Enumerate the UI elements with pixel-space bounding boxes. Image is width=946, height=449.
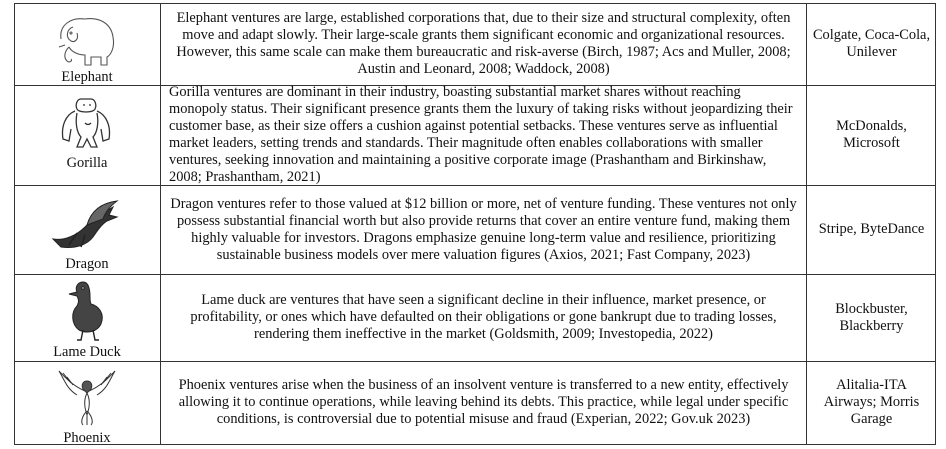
animal-cell [14,3,160,85]
description-text: Phoenix ventures arise when the business of an insolvent venture is transferred to a new entity, effectively allowing it to continue operations, while leaving behind its debts. This practice, while legal under specific conditions, is controversial due to potential misuse and fraud (Experian, 2022; Gov.uk 2023) [178,377,789,427]
phoenix-icon [47,367,127,427]
description-text: Lame duck are ventures that have seen a significant decline in their influence, market presence, or profitability, or ones which have defaulted on their obligations or gone bankrupt due to trading losses, rendering them ineffective in the market (Goldsmith, 2009; Investopedia, 2022) [190,292,777,342]
description-cell [161,85,806,185]
animal-name: Elephant [61,69,113,85]
description-cell [161,274,806,361]
description-cell [161,3,806,85]
elephant-icon [47,11,127,67]
examples-cell [807,3,936,85]
description-cell [161,361,806,444]
animal-name: Gorilla [66,155,108,171]
duck-icon [47,278,127,342]
animal-name: Phoenix [63,430,111,446]
examples-cell [807,85,936,185]
venture-types-table [14,3,936,445]
examples-text: Alitalia-ITA Airways; Morris Garage [823,377,920,427]
table-row [14,274,936,361]
description-text: Dragon ventures refer to those valued at $12 billion or more, net of venture funding. These ventures not only possess substantial financial worth but also provide returns that cover an entire venture fund, making them highly valuable for investors. Dragons emphasize genuine long-term value and resilience, prioritizing sustainable business models over mere valuation figures (Axios, 2021; Fast Company, 2023) [170,195,797,263]
examples-text: Stripe, ByteDance [818,221,925,237]
table-row [14,185,936,274]
examples-text: Blockbuster, Blackberry [835,300,908,334]
table-row [14,85,936,185]
description-cell [161,185,806,274]
dragon-icon [47,195,127,251]
description-text: Gorilla ventures are dominant in their industry, boasting substantial market shares without reaching monopoly status. Their significant presence grants them the luxury of taking risks without jeopardizing their customer base, as their size offers a cushion against potential setbacks. These ventures serve as influential market leaders, setting trends and standards. Their magnitude often enables collaborations with smaller ventures, seeking innovation and maintaining a positive corporate image (Prashantham and Birkinshaw, 2008; Prashantham, 2021) [169,84,793,185]
animal-cell [14,361,160,444]
table-row [14,361,936,444]
examples-text: Colgate, Coca-Cola, Unilever [812,27,931,60]
animal-name: Lame Duck [53,344,121,360]
description-text: Elephant ventures are large, established corporations that, due to their size and structural complexity, often move and adapt slowly. Their large-scale grants them significant economic and organizational resources. However, this same scale can make them bureaucratic and risk-averse (Birch, 1987; Acs and Muller, 2008; Austin and Leonard, 2008; Waddock, 2008) [176,10,791,77]
examples-cell [807,361,936,444]
animal-cell [14,85,160,185]
table-row [14,3,936,85]
examples-cell [807,274,936,361]
animal-name: Dragon [65,256,109,272]
examples-cell [807,185,936,274]
animal-cell [14,274,160,361]
animal-cell [14,185,160,274]
examples-text: McDonalds, Microsoft [836,118,907,151]
gorilla-icon [47,93,127,151]
